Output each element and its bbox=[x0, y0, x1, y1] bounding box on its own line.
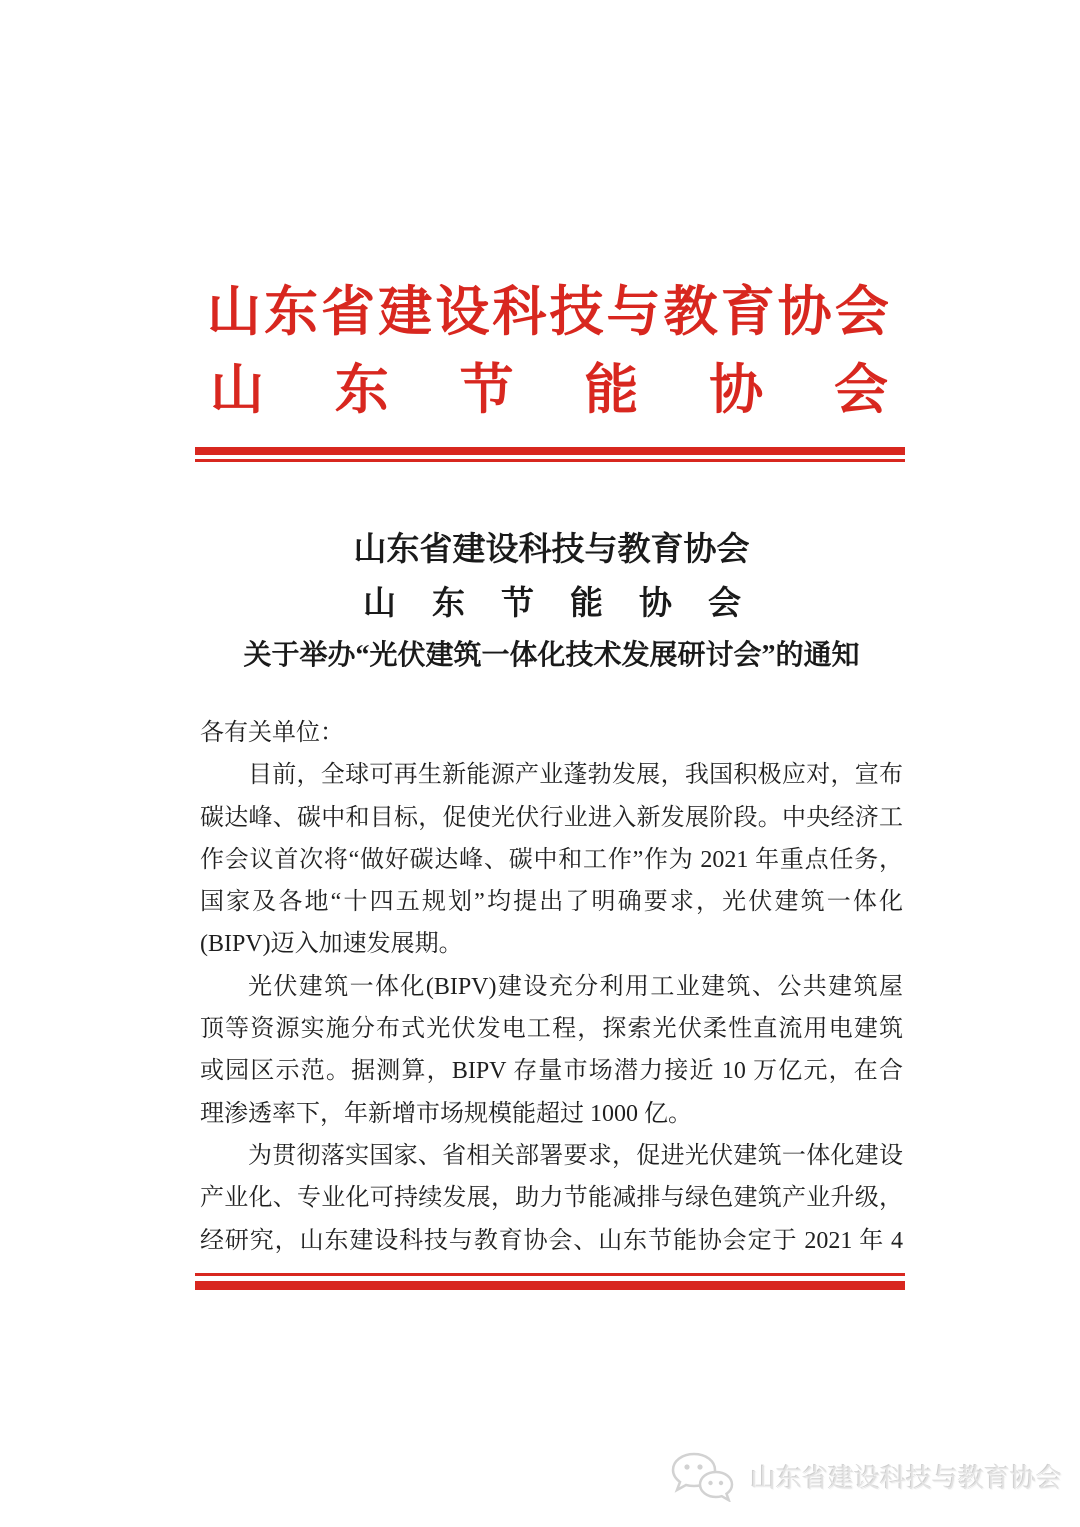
headline-char: 技 bbox=[549, 282, 604, 342]
headline-char: 东 bbox=[264, 282, 319, 342]
body-line: 或园区示范。据测算，BIPV 存量市场潜力接近 10 万亿元，在合 bbox=[200, 1058, 903, 1085]
headline-char: 协 bbox=[709, 360, 764, 420]
headline-char: 会 bbox=[708, 586, 741, 622]
headline-char: 东 bbox=[432, 586, 465, 622]
letterhead-org-secondary bbox=[210, 360, 888, 420]
red-rule-bottom-thin bbox=[195, 1273, 905, 1276]
body-line: 理渗透率下，年新增市场规模能超过 1000 亿。 bbox=[200, 1100, 692, 1127]
doc-title-subject: 关于举办“光伏建筑一体化技术发展研讨会”的通知 bbox=[243, 640, 860, 671]
headline-char: 设 bbox=[435, 282, 490, 342]
doc-title-org-primary: 山东省建设科技与教育协会 bbox=[353, 532, 750, 568]
letterhead-org-primary bbox=[207, 282, 889, 342]
headline-char: 节 bbox=[459, 360, 514, 420]
red-rule-top-thick bbox=[195, 447, 905, 455]
footer-watermark-text: 山东省建设科技与教育协会 bbox=[750, 1462, 1063, 1493]
wechat-icon bbox=[664, 1450, 740, 1502]
body-line: 产业化、专业化可持续发展，助力节能减排与绿色建筑产业升级， bbox=[200, 1185, 903, 1212]
headline-char: 协 bbox=[777, 282, 832, 342]
body-line: 各有关单位： bbox=[200, 720, 344, 746]
footer-watermark bbox=[664, 1450, 1062, 1502]
body-line: 目前，全球可再生新能源产业蓬勃发展，我国积极应对，宣布 bbox=[248, 762, 903, 789]
headline-char: 山 bbox=[363, 586, 396, 622]
headline-char: 科 bbox=[492, 282, 547, 342]
doc-title-org-secondary bbox=[363, 583, 741, 625]
body-line: 碳达峰、碳中和目标，促使光伏行业进入新发展阶段。中央经济工 bbox=[200, 804, 903, 831]
red-rule-bottom-thick bbox=[195, 1281, 905, 1290]
headline-char: 与 bbox=[606, 282, 661, 342]
headline-char: 会 bbox=[834, 282, 889, 342]
headline-char: 山 bbox=[207, 282, 261, 342]
body-line: 光伏建筑一体化(BIPV)建设充分利用工业建筑、公共建筑屋 bbox=[248, 973, 903, 1000]
body-line: 为贯彻落实国家、省相关部署要求，促进光伏建筑一体化建设 bbox=[248, 1142, 903, 1169]
body-line: 经研究，山东建设科技与教育协会、山东节能协会定于 2021 年 4 bbox=[200, 1227, 903, 1254]
red-rule-top-thin bbox=[195, 459, 905, 462]
headline-char: 东 bbox=[334, 360, 389, 420]
headline-char: 会 bbox=[833, 360, 888, 420]
body-line: 国家及各地“十四五规划”均提出了明确要求，光伏建筑一体化 bbox=[200, 889, 903, 916]
body-line: 顶等资源实施分布式光伏发电工程，探索光伏柔性直流用电建筑 bbox=[200, 1016, 903, 1043]
headline-char: 能 bbox=[570, 586, 603, 622]
headline-char: 育 bbox=[720, 282, 775, 342]
headline-char: 省 bbox=[321, 282, 376, 342]
body-line: (BIPV)迈入加速发展期。 bbox=[200, 931, 463, 958]
body-line: 作会议首次将“做好碳达峰、碳中和工作”作为 2021 年重点任务， bbox=[200, 846, 903, 873]
headline-char: 节 bbox=[501, 586, 534, 622]
headline-char: 山 bbox=[210, 360, 264, 420]
headline-char: 协 bbox=[639, 586, 672, 622]
headline-char: 教 bbox=[663, 282, 718, 342]
headline-char: 建 bbox=[378, 282, 433, 342]
body-text bbox=[200, 712, 903, 1262]
headline-char: 能 bbox=[584, 360, 639, 420]
